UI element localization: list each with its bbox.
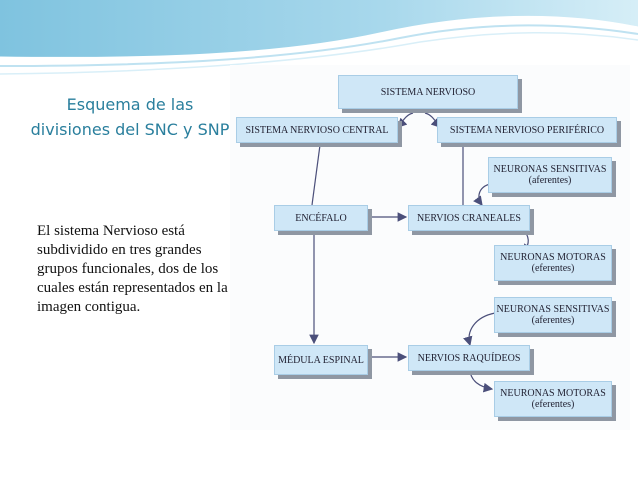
nervous-system-diagram (230, 65, 630, 430)
box-label: NERVIOS CRANEALES (417, 212, 521, 224)
box-snc (236, 117, 398, 143)
box-neuronas-motoras-2 (494, 381, 612, 417)
box-label: NEURONAS MOTORAS (eferentes) (500, 388, 606, 410)
box-label: NEURONAS MOTORAS (eferentes) (500, 252, 606, 274)
box-label: NERVIOS RAQUÍDEOS (417, 352, 521, 364)
box-label: SISTEMA NERVIOSO CENTRAL (245, 124, 389, 136)
box-label: ENCÉFALO (295, 212, 347, 224)
box-nervios-craneales (408, 205, 530, 231)
body-text: El sistema Nervioso está subdividido en tres grandes grupos funcionales, dos de los cuales están representados en la imagen contigua. (37, 223, 228, 315)
box-label: SISTEMA NERVIOSO (380, 86, 476, 98)
box-snp (437, 117, 617, 143)
slide-title: Esquema de las divisiones del SNC y SNP (30, 95, 230, 139)
box-encefalo (274, 205, 368, 231)
box-neuronas-sensitivas-1 (488, 157, 612, 193)
box-label: NEURONAS SENSITIVAS (aferentes) (496, 304, 610, 326)
box-label: NEURONAS SENSITIVAS (aferentes) (493, 164, 607, 186)
box-nervios-raquideos (408, 345, 530, 371)
box-neuronas-sensitivas-2 (494, 297, 612, 333)
box-sistema-nervioso (338, 75, 518, 109)
box-label: MÉDULA ESPINAL (278, 354, 364, 366)
box-neuronas-motoras-1 (494, 245, 612, 281)
box-label: SISTEMA NERVIOSO PERIFÉRICO (449, 124, 605, 136)
box-medula-espinal (274, 345, 368, 375)
